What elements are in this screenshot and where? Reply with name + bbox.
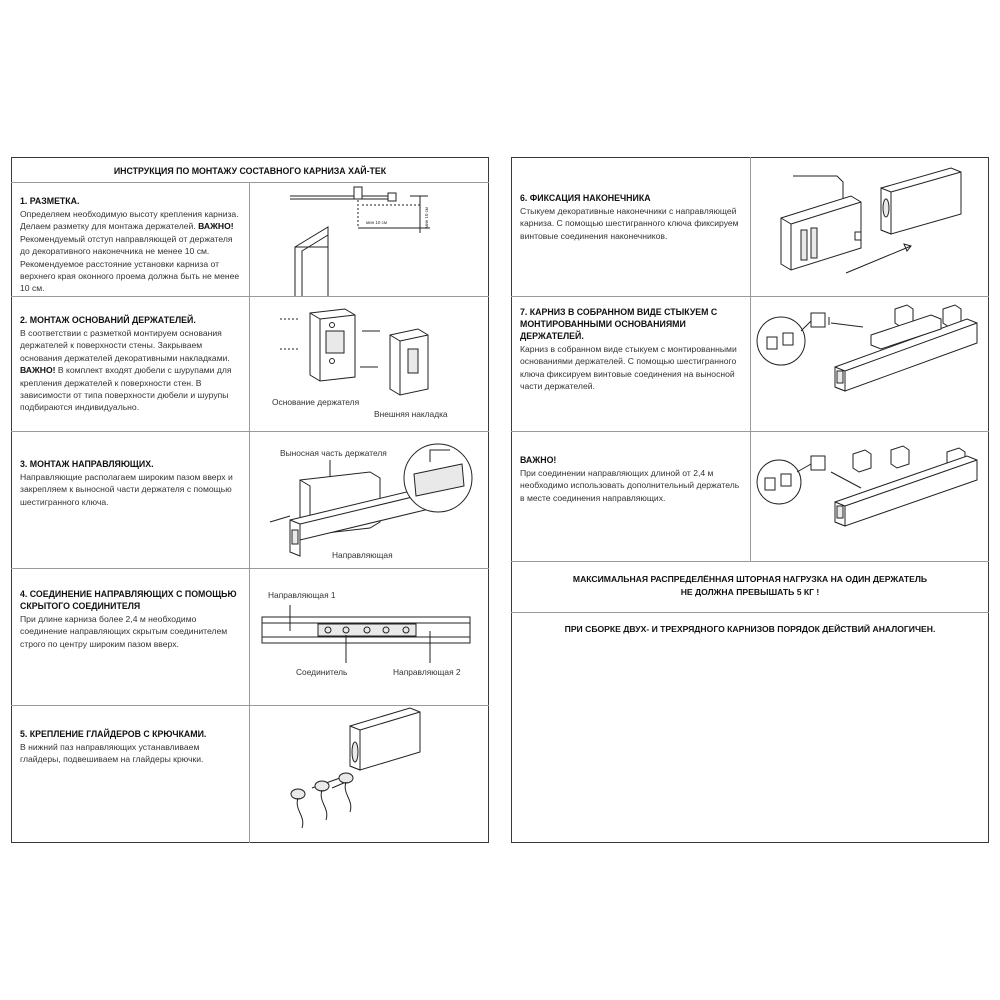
step-4-text: 4. СОЕДИНЕНИЕ НАПРАВЛЯЮЩИХ С ПОМОЩЬЮ СКРЫТОГО СОЕДИНИТЕЛЯ При длине карниза более 2,4 м необходимо соединение направляющих скрытым соединителем строго по центру широким пазом вверх.	[20, 588, 242, 650]
step-3-heading: 3. МОНТАЖ НАПРАВЛЯЮЩИХ.	[20, 459, 154, 469]
step-7-heading: 7. КАРНИЗ В СОБРАННОМ ВИДЕ СТЫКУЕМ С МОНТИРОВАННЫМИ ОСНОВАНИЯМИ ДЕРЖАТЕЛЕЙ.	[520, 307, 718, 341]
step-5-glider-diagram	[250, 706, 488, 843]
step-7-assembly-diagram	[751, 297, 988, 431]
min-horizontal-label: мин 10 см	[366, 220, 387, 225]
important-assembly-diagram	[751, 432, 988, 561]
cover-label: Внешняя накладка	[374, 409, 448, 419]
rail-2-label: Направляющая 2	[393, 667, 461, 677]
assembly-notice: ПРИ СБОРКЕ ДВУХ- И ТРЕХРЯДНОГО КАРНИЗОВ ПОРЯДОК ДЕЙСТВИЙ АНАЛОГИЧЕН.	[564, 624, 936, 634]
important-heading: ВАЖНО!	[520, 455, 557, 465]
step-3-text: 3. МОНТАЖ НАПРАВЛЯЮЩИХ. Направляющие располагаем широким пазом вверх и закрепляем к выносной части держателя с помощью шестигранного ключа.	[20, 458, 242, 508]
divider	[511, 561, 989, 562]
step-4-connector-diagram	[250, 569, 488, 705]
step-6-heading: 6. ФИКСАЦИЯ НАКОНЕЧНИКА	[520, 193, 651, 203]
connector-label: Соединитель	[296, 667, 348, 677]
step-7-text: 7. КАРНИЗ В СОБРАННОМ ВИДЕ СТЫКУЕМ С МОНТИРОВАННЫМИ ОСНОВАНИЯМИ ДЕРЖАТЕЛЕЙ. Карниз в собранном виде стыкуем с монтированными основаниями держателей. С помощью шестигранного ключа фиксируем винтовые соединения на выносной части держателей.	[520, 306, 742, 393]
arm-label: Выносная часть держателя	[280, 448, 387, 458]
step-1-markup-diagram	[250, 183, 488, 296]
step-1-heading: 1. РАЗМЕТКА.	[20, 196, 80, 206]
important-text: ВАЖНО! При соединении направляющих длиной от 2,4 м необходимо использовать дополнительный держатель в месте соединения направляющих.	[520, 454, 742, 504]
rail-1-label: Направляющая 1	[268, 590, 336, 600]
step-2-bracket-diagram	[250, 297, 488, 431]
step-4-heading: 4. СОЕДИНЕНИЕ НАПРАВЛЯЮЩИХ С ПОМОЩЬЮ СКРЫТОГО СОЕДИНИТЕЛЯ	[20, 589, 237, 611]
step-1-text: 1. РАЗМЕТКА. Определяем необходимую высоту крепления карниза. Делаем разметку для монтажа держателей. ВАЖНО! Рекомендуемый отступ направляющей от держателя до декоративного наконечника не менее 10 см. Рекомендуемое расстояние установки карниза от верхнего края оконного проема должна быть не менее 10 см.	[20, 195, 242, 295]
rail-label: Направляющая	[332, 550, 393, 560]
step-5-heading: 5. КРЕПЛЕНИЕ ГЛАЙДЕРОВ С КРЮЧКАМИ.	[20, 729, 207, 739]
min-vertical-label: мин 10 см	[424, 207, 429, 228]
step-6-text: 6. ФИКСАЦИЯ НАКОНЕЧНИКА Стыкуем декоративные наконечники с направляющей карниза. С помощью шестигранного ключа фиксируем винтовые соединения наконечников.	[520, 192, 742, 242]
load-notice: МАКСИМАЛЬНАЯ РАСПРЕДЕЛЁННАЯ ШТОРНАЯ НАГРУЗКА НА ОДИН ДЕРЖАТЕЛЬ НЕ ДОЛЖНА ПРЕВЫШАТЬ 5 КГ !	[572, 574, 928, 597]
left-sheet-title: ИНСТРУКЦИЯ ПО МОНТАЖУ СОСТАВНОГО КАРНИЗА ХАЙ-ТЕК	[113, 166, 387, 176]
step-2-text: 2. МОНТАЖ ОСНОВАНИЙ ДЕРЖАТЕЛЕЙ. В соответствии с разметкой монтируем основания держателей к поверхности стены. Закрываем основания держателей декоративными накладками. ВАЖНО! В комплект входят дюбели с шурупами для крепления держателей к поверхности стен. В зависимости от типа поверхности дюбели и шурупы подбираются индивидуально.	[20, 314, 242, 414]
step-2-heading: 2. МОНТАЖ ОСНОВАНИЙ ДЕРЖАТЕЛЕЙ.	[20, 315, 196, 325]
important-label: ВАЖНО!	[20, 365, 56, 376]
divider	[511, 612, 989, 613]
step-6-endcap-diagram	[751, 158, 988, 296]
step-5-text: 5. КРЕПЛЕНИЕ ГЛАЙДЕРОВ С КРЮЧКАМИ. В нижний паз направляющих устанавливаем глайдеры, подвешиваем на глайдеры крючки.	[20, 728, 242, 766]
step-3-rail-diagram	[250, 432, 488, 568]
important-label: ВАЖНО!	[198, 221, 234, 232]
base-label: Основание держателя	[272, 397, 360, 407]
